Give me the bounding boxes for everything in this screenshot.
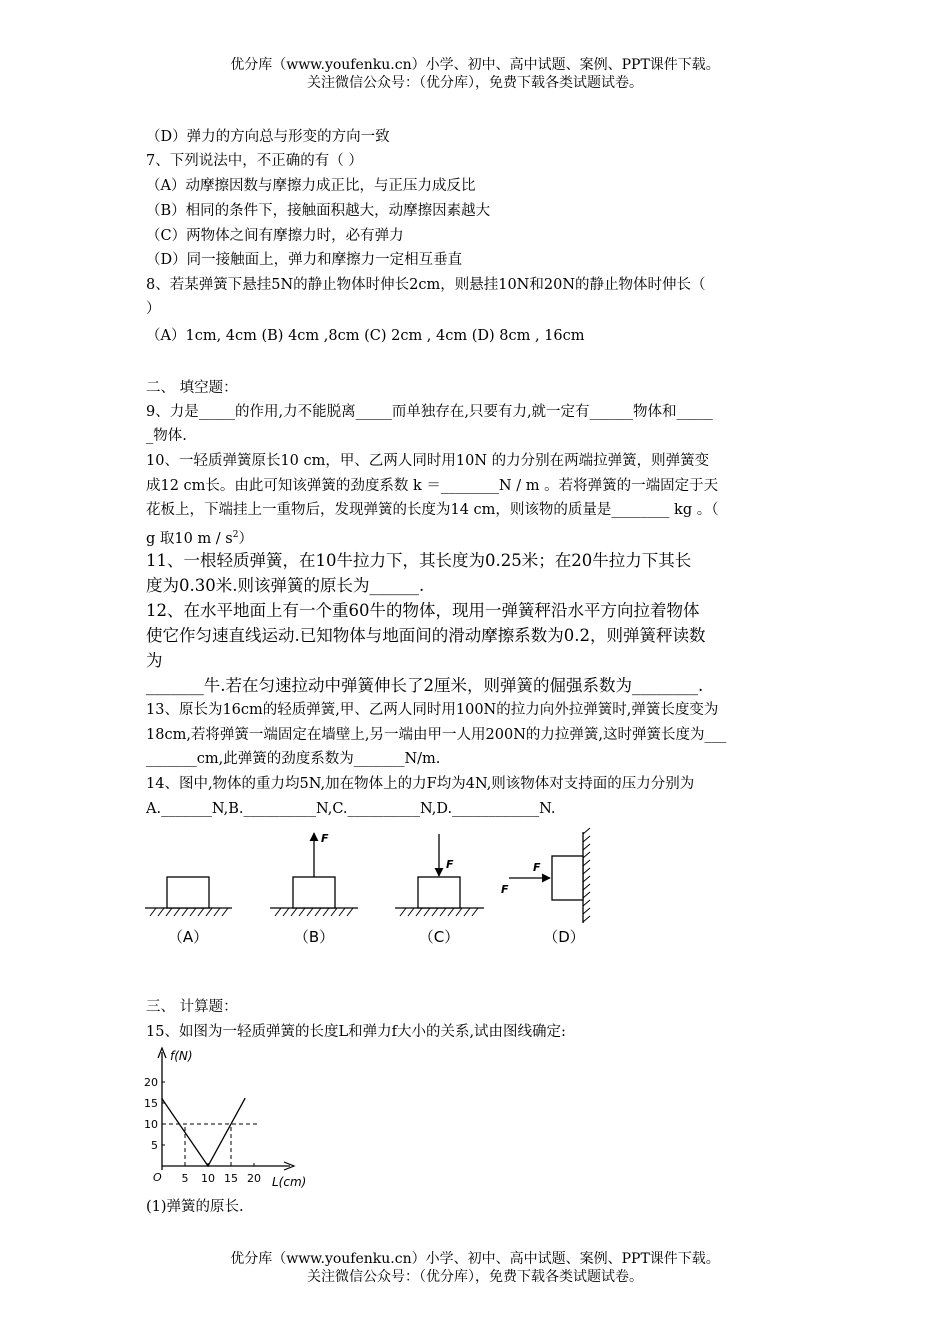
header-line-1: 优分库（www.youfenku.cn）小学、初中、高中试题、案例、PPT课件下载。 — [230, 57, 720, 73]
q7-option-d: （D）同一接触面上，弹力和摩擦力一定相互垂直 — [146, 252, 463, 268]
q9-line-2: _物体. — [146, 428, 187, 444]
q10-line-3: 花板上，下端挂上一重物后，发现弹簧的长度为14 cm，则该物的质量是________ kg 。（ — [146, 502, 719, 518]
section-2-title: 二、 填空题： — [146, 380, 238, 396]
q10-line-4-end: ） — [238, 530, 253, 547]
label-b: （B） — [293, 928, 335, 946]
y-tick-label-10: 10 — [144, 1118, 158, 1131]
diagram-a — [145, 877, 232, 946]
label-a: （A） — [167, 928, 209, 946]
q10-line-4 — [146, 525, 253, 549]
data-point-0-0 — [161, 1098, 163, 1100]
q6-option-d: （D）弹力的方向总与形变的方向一致 — [146, 129, 390, 145]
q12-line-2: 使它作匀速直线运动.已知物体与地面间的滑动摩擦系数为0.2，则弹簧秤读数 — [146, 626, 706, 645]
diagram-b — [270, 832, 358, 946]
q10-superscript: 2 — [232, 530, 239, 540]
label-c: （C） — [418, 928, 460, 946]
q7-stem: 7、下列说法中，不正确的有（ ） — [146, 153, 363, 169]
x-tick-label-5: 5 — [181, 1172, 189, 1185]
q7-option-a: （A）动摩擦因数与摩擦力成正比，与正压力成反比 — [146, 178, 476, 194]
q10-line-4-text: g 取10 m / s — [146, 530, 233, 547]
q12-line-1: 12、在水平地面上有一个重60牛的物体，现用一弹簧秤沿水平方向拉着物体 — [146, 601, 700, 620]
q12-line-4: _______牛.若在匀速拉动中弹簧伸长了2厘米，则弹簧的倔强系数为________. — [146, 676, 704, 695]
footer-line-2: 关注微信公众号：（优分库），免费下载各类试题试卷。 — [307, 1269, 643, 1285]
q11-line-2: 度为0.30米.则该弹簧的原长为______. — [146, 576, 425, 595]
q8-stem-line-2: ） — [146, 301, 161, 317]
x-axis-label: L(cm) — [272, 1175, 307, 1189]
label-d: （D） — [543, 928, 585, 946]
diagram-d — [501, 828, 590, 946]
y-tick-label-20: 20 — [144, 1076, 158, 1089]
y-axis-label: f(N) — [170, 1049, 193, 1063]
q8-options: （A）1cm, 4cm (B) 4cm ,8cm (C) 2cm , 4cm (D) 8cm , 16cm — [146, 328, 585, 344]
q8-stem-line-1: 8、若某弹簧下悬挂5N的静止物体时伸长2cm，则悬挂10N和20N的静止物体时伸长（ — [146, 277, 706, 293]
q13-line-1: 13、原长为16cm的轻质弹簧,甲、乙两人同时用100N的拉力向外拉弹簧时,弹簧长度变为 — [146, 702, 719, 718]
force-label-d-top: F — [533, 861, 541, 874]
q13-line-3: _______cm,此弹簧的劲度系数为_______N/m. — [146, 751, 441, 767]
force-label-c: F — [446, 858, 454, 871]
q15-chart — [140, 1044, 320, 1194]
x-tick-label-20: 20 — [247, 1172, 261, 1185]
footer-line-1: 优分库（www.youfenku.cn）小学、初中、高中试题、案例、PPT课件下载。 — [230, 1251, 720, 1267]
series-line-0 — [162, 1099, 245, 1166]
q12-line-3: 为 — [146, 651, 163, 670]
q14-line-2: A._______N,B.__________N,C.__________N,D.____________N. — [146, 801, 556, 817]
q14-force-diagrams — [140, 822, 600, 952]
q7-option-b: （B）相同的条件下，接触面积越大，动摩擦因素越大 — [146, 203, 491, 219]
q9-line-1: 9、力是_____的作用,力不能脱离_____而单独存在,只要有力,就一定有______物体和_____ — [146, 404, 713, 420]
header-line-2: 关注微信公众号：（优分库），免费下载各类试题试卷。 — [307, 75, 643, 91]
y-tick-label-15: 15 — [144, 1097, 158, 1110]
y-tick-label-5: 5 — [151, 1139, 158, 1152]
x-tick-label-10: 10 — [201, 1172, 215, 1185]
origin-label: O — [153, 1171, 162, 1184]
force-label-b: F — [321, 832, 329, 845]
data-point-0-2 — [244, 1098, 246, 1100]
q11-line-1: 11、一根轻质弹簧，在10牛拉力下，其长度为0.25米；在20牛拉力下其长 — [146, 551, 692, 570]
x-tick-label-15: 15 — [224, 1172, 238, 1185]
q7-option-c: （C）两物体之间有摩擦力时，必有弹力 — [146, 228, 404, 244]
q13-line-2: 18cm,若将弹簧一端固定在墙壁上,另一端由甲一人用200N的力拉弹簧,这时弹簧长度为___ — [146, 727, 727, 743]
q15-stem: 15、如图为一轻质弹簧的长度L和弹力f大小的关系,试由图线确定: — [146, 1024, 566, 1040]
force-label-d-left: F — [501, 883, 509, 896]
q10-line-1: 10、一轻质弹簧原长10 cm，甲、乙两人同时用10N 的力分别在两端拉弹簧，则弹簧变 — [146, 453, 710, 469]
q15-sub-question-1: (1)弹簧的原长. — [146, 1199, 244, 1215]
q10-line-2: 成12 cm长。由此可知该弹簧的劲度系数 k ＝________N / m 。若将弹簧的一端固定于天 — [146, 478, 719, 494]
section-3-title: 三、 计算题： — [146, 999, 238, 1015]
diagram-c — [395, 834, 484, 946]
q14-line-1: 14、图中,物体的重力均5N,加在物体上的力F均为4N,则该物体对支持面的压力分别为 — [146, 776, 695, 792]
